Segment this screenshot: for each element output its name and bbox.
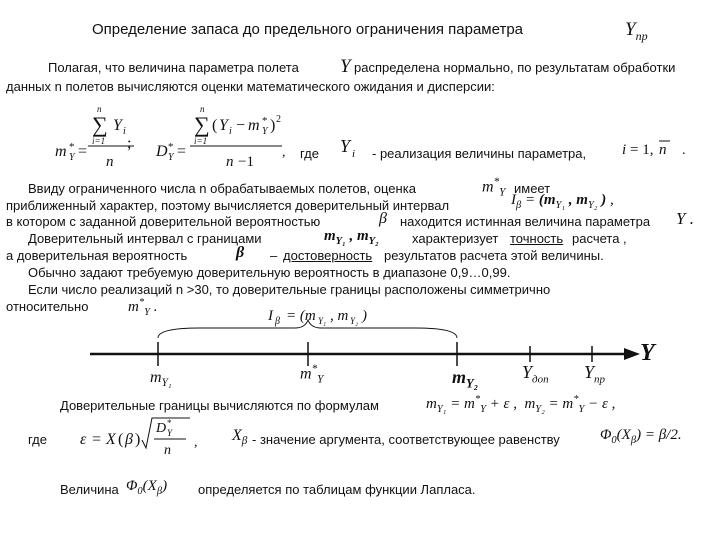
svg-text:X: X — [106, 431, 116, 448]
formula-where: где — [300, 146, 319, 161]
svg-text:): ) — [270, 117, 276, 134]
math-m-star: $m^*_Y$ — [482, 176, 506, 199]
p2-line4d: расчета , — [572, 231, 627, 246]
svg-text:−: − — [236, 117, 246, 134]
math-beta-2: β — [236, 244, 245, 261]
svg-text:*: * — [69, 141, 75, 153]
p2-line1a: Ввиду ограниченного числа n обрабатываемых полетов, оценка — [28, 181, 416, 196]
p2-line3b: находится истинная величина параметра — [400, 214, 651, 229]
svg-text:−1: −1 — [238, 154, 254, 170]
svg-text:*: * — [262, 115, 268, 127]
svg-text:i: i — [352, 148, 356, 160]
math-interval: $I_\beta = (m_{Y_1}$ , $m_{Y_2}$ ) , — [511, 192, 614, 211]
svg-text:n: n — [659, 142, 667, 158]
svg-text:Y: Y — [69, 152, 75, 163]
p2-line5a: а доверительная вероятность — [6, 248, 188, 263]
p3-last-b: определяется по таблицам функции Лапласа. — [198, 482, 476, 497]
svg-text:.: . — [682, 143, 686, 158]
tick-my: $m^*_Y$ — [300, 363, 324, 386]
p2-line4b: характеризует — [412, 231, 499, 246]
svg-text:, m: , m — [330, 308, 349, 324]
title-math-ynp: $Y_{пр}$ — [625, 19, 648, 43]
svg-text:∑: ∑ — [92, 112, 108, 137]
math-laplace-eq: $\Phi_0(X_\beta) = \beta/2$. — [600, 427, 682, 446]
svg-text:Y: Y — [168, 152, 174, 163]
math-x-beta: $X_\beta$ — [232, 427, 248, 448]
svg-text:=: = — [177, 143, 187, 160]
svg-text:,: , — [194, 435, 198, 450]
svg-text:n: n — [97, 104, 102, 114]
svg-text:): ) — [362, 308, 367, 324]
confidence-axis — [0, 297, 720, 390]
tick-ydop: $Y_{доп}$ — [522, 362, 549, 386]
svg-text:i: i — [123, 126, 126, 137]
svg-text:=: = — [78, 143, 88, 160]
tick-my2: $m_{Y_2}$ — [452, 367, 479, 391]
svg-text:i: i — [229, 126, 232, 137]
p2-line7: Если число реализаций n >30, то доверительные границы расположены симметрично — [28, 282, 551, 297]
svg-text:(: ( — [212, 117, 218, 134]
math-y-2: Y . — [676, 209, 694, 228]
p3-last-a: Величина — [60, 482, 119, 497]
math-beta: β — [379, 210, 387, 227]
svg-text:Y₂: Y₂ — [350, 316, 359, 326]
svg-text:Y: Y — [113, 117, 122, 134]
svg-text:β: β — [125, 431, 133, 448]
svg-text:Y: Y — [262, 126, 268, 137]
p2-line2: приближенный характер, поэтому вычисляется доверительный интервал — [6, 198, 450, 213]
math-laplace: $\Phi_0(X_\beta)$ — [126, 478, 168, 497]
svg-text:i=1: i=1 — [92, 136, 106, 146]
svg-text:*: * — [167, 418, 172, 428]
p1-line2: данных n полетов вычисляются оценки математического ожидания и дисперсии: — [6, 79, 495, 94]
p3-desc: - значение аргумента, соответствующее равенству — [252, 432, 560, 447]
tick-my1: $m_{Y_1}$ — [150, 369, 172, 390]
svg-text:D: D — [156, 143, 168, 160]
svg-text:2: 2 — [276, 114, 281, 125]
p2-line3a: в котором с заданной доверительной вероятностью — [6, 214, 321, 229]
svg-text:ε: ε — [80, 431, 87, 448]
svg-text:;: ; — [127, 135, 132, 152]
svg-text:*: * — [168, 141, 174, 153]
p2-line5b: – — [270, 248, 278, 263]
svg-text:D: D — [156, 421, 167, 436]
svg-text:i: i — [622, 142, 627, 158]
p1-line1a: Полагая, что величина параметра полета — [48, 60, 299, 75]
p2-line5c: достоверность — [283, 248, 373, 263]
p2-line4c: точность — [510, 231, 564, 246]
svg-text:Y: Y — [167, 428, 173, 438]
svg-text:I: I — [268, 308, 273, 324]
svg-text:m: m — [55, 143, 67, 160]
svg-text:n: n — [106, 154, 114, 170]
page-title: Определение запаса до предельного ограничения параметра — [92, 21, 524, 38]
svg-text:= 1,: = 1, — [630, 142, 654, 158]
svg-text:n: n — [200, 104, 205, 114]
p2-line8: относительно — [6, 299, 89, 314]
svg-text:i=1: i=1 — [194, 136, 208, 146]
p3-line1: Доверительные границы вычисляются по формулам — [60, 398, 379, 413]
p2-line1b: имеет — [514, 181, 551, 196]
svg-text:=: = — [92, 431, 102, 448]
math-bounds: $m_{Y_1}$ , $m_{Y_2}$ — [324, 228, 379, 247]
svg-text:(: ( — [118, 431, 124, 448]
svg-text:Y: Y — [340, 136, 351, 156]
p3-where: где — [28, 432, 47, 447]
svg-text:= (m: = (m — [286, 308, 316, 324]
math-bounds-formula: $m_{Y_1} = m^*_Y + \varepsilon$ , $m_{Y_2} = m^*_Y - \varepsilon$ , — [426, 394, 616, 415]
svg-text:β: β — [275, 316, 280, 327]
estimates-formula — [0, 100, 720, 180]
axis-y-label: Y — [640, 340, 655, 366]
svg-text:m: m — [248, 117, 260, 134]
math-y: Y — [340, 56, 351, 77]
svg-text:n: n — [226, 154, 234, 170]
epsilon-formula — [78, 414, 218, 464]
p2-line5d: результатов расчета этой величины. — [384, 248, 604, 263]
svg-text:,: , — [282, 145, 286, 160]
formula-desc: - реализация величины параметра, — [372, 146, 587, 161]
svg-text:∑: ∑ — [194, 112, 210, 137]
math-m-star-2: $m^*_Y$ . — [128, 297, 158, 318]
svg-text:): ) — [135, 431, 141, 448]
tick-ynp: $Y_{пр}$ — [584, 362, 606, 386]
svg-text:n: n — [164, 443, 171, 458]
p2-line4a: Доверительный интервал с границами — [28, 231, 262, 246]
svg-text:Y: Y — [219, 117, 228, 134]
p2-line6: Обычно задают требуемую доверительную вероятность в диапазоне 0,9…0,99. — [28, 265, 511, 280]
p1-line1b: распределена нормально, по результатам обработки — [354, 60, 676, 75]
svg-text:Y₁: Y₁ — [318, 316, 327, 326]
